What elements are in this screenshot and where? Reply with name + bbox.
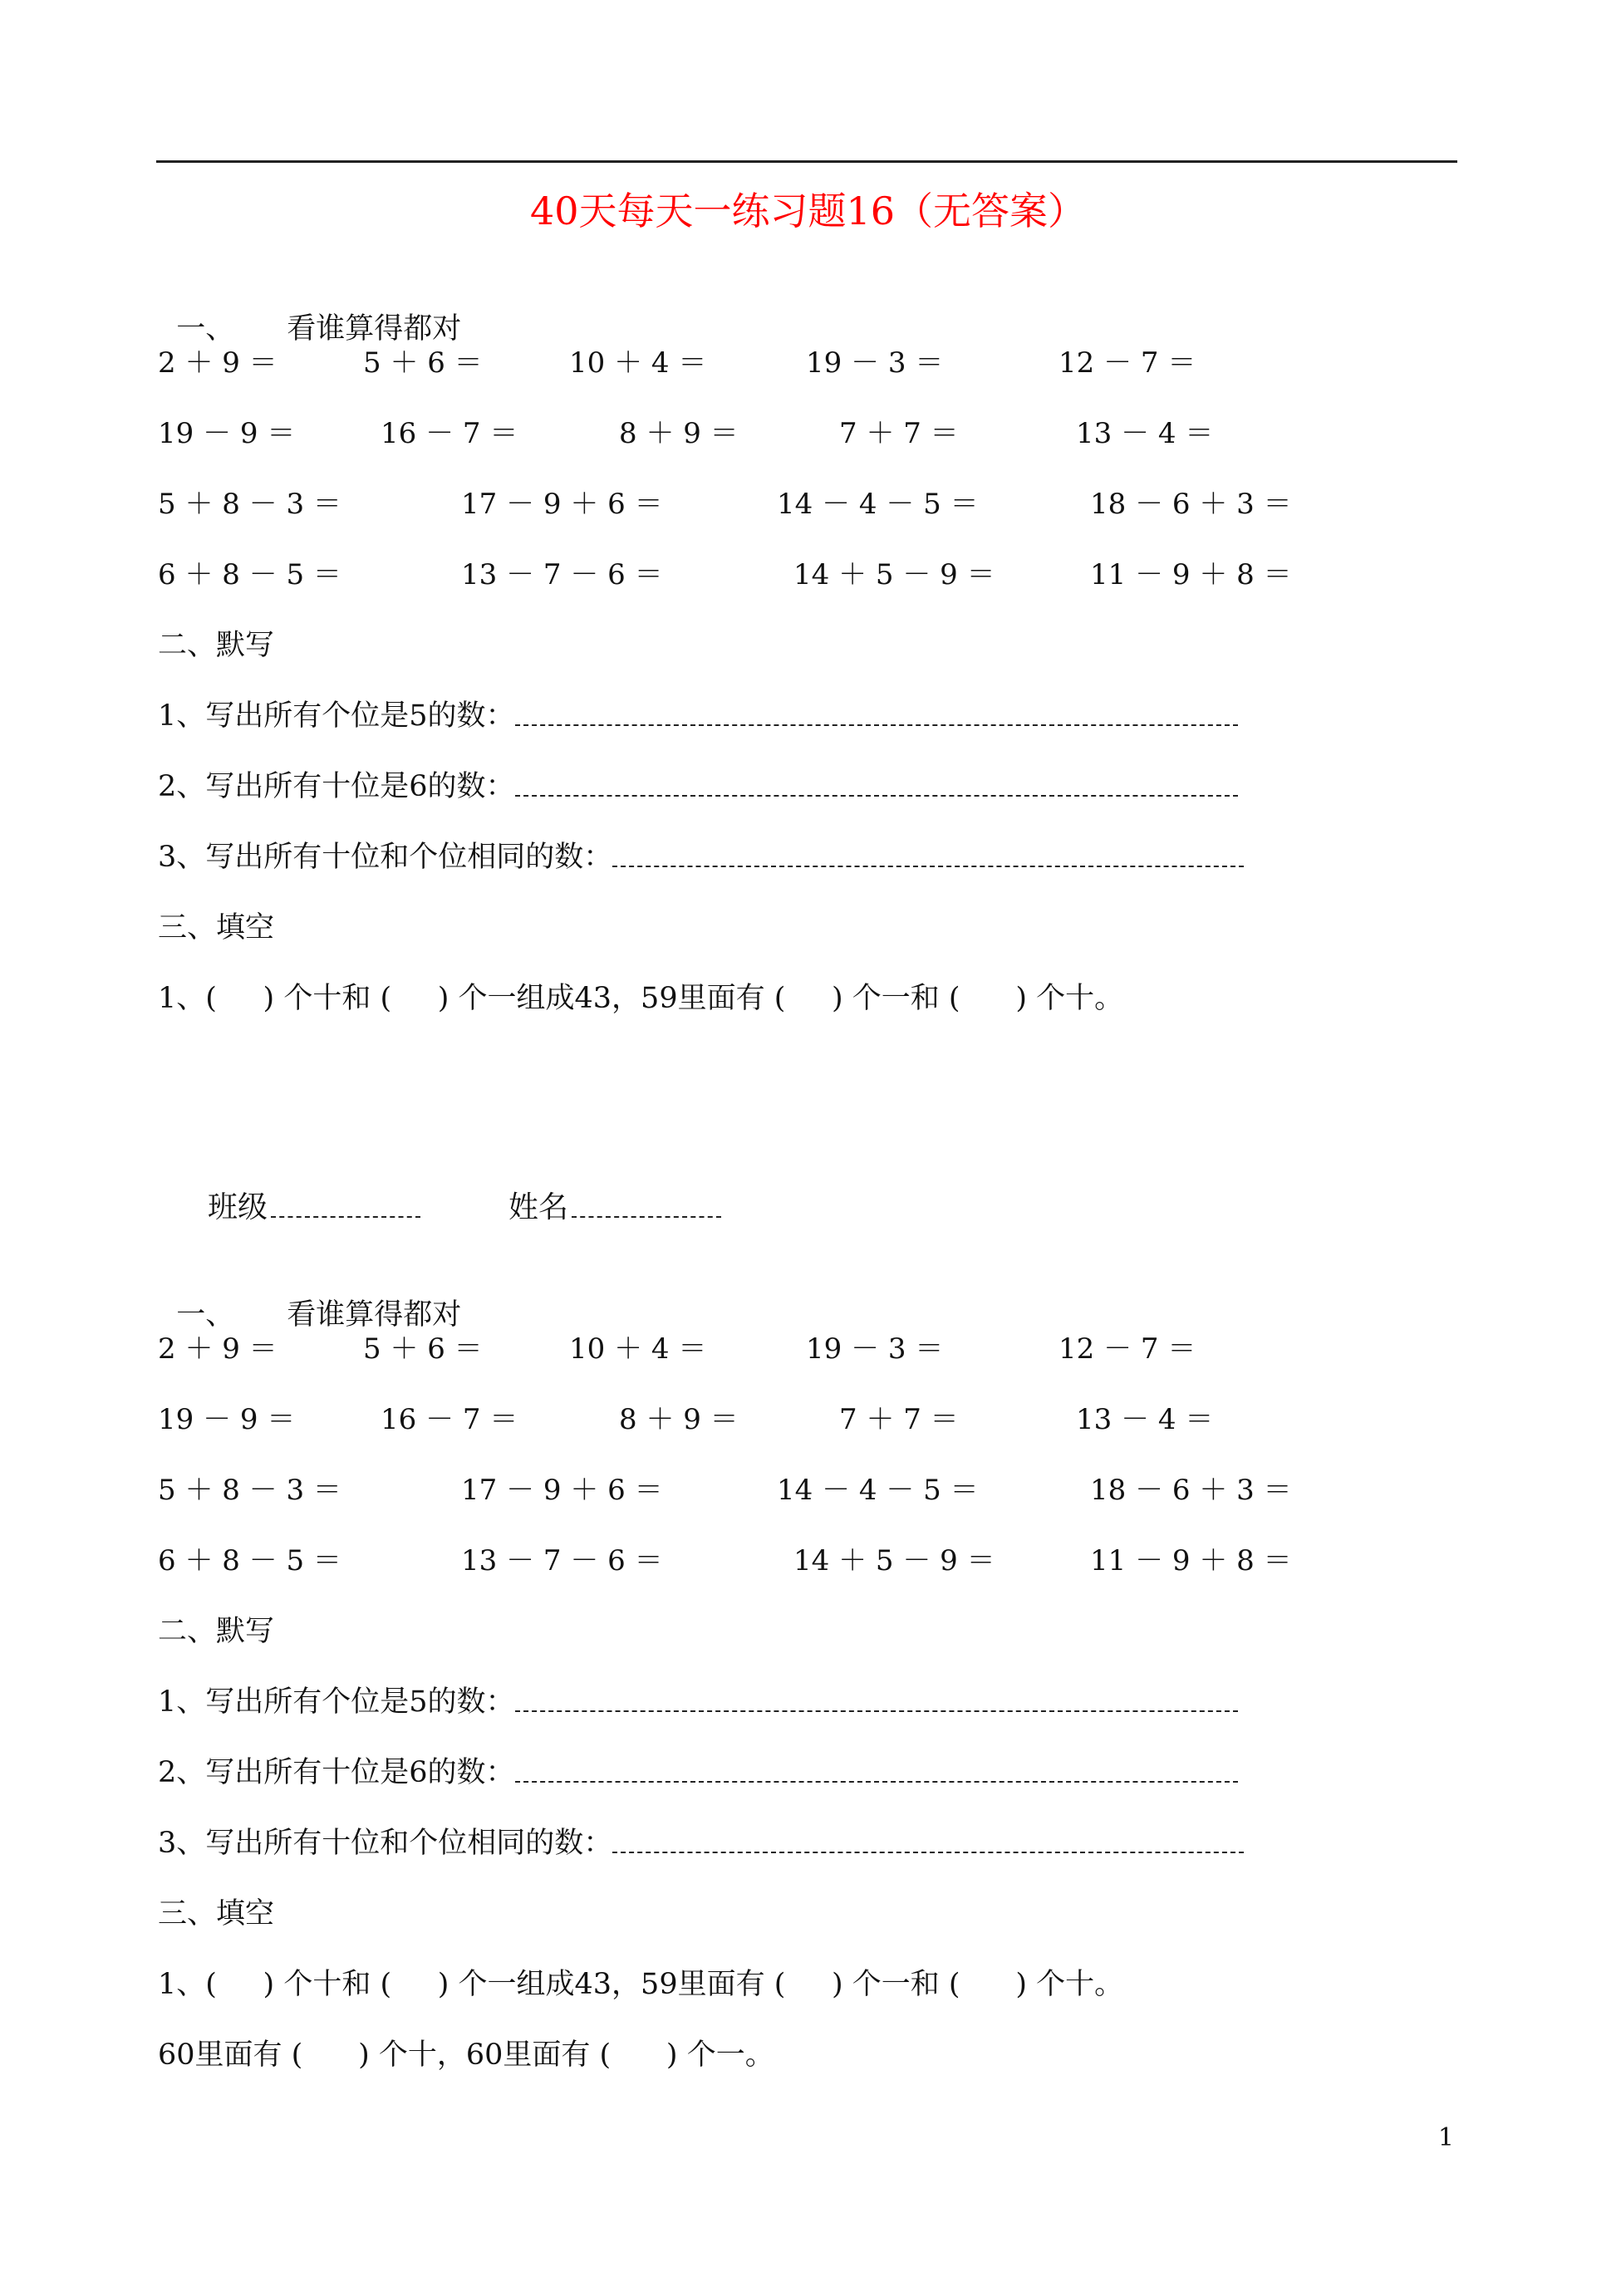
section-1-number: 一、	[176, 1298, 235, 1332]
equation: 5 ＋ 8 － 3 ＝	[158, 1474, 341, 1507]
equation: 6 ＋ 8 － 5 ＝	[158, 1544, 341, 1577]
section-2-heading: 二、默写	[158, 629, 275, 662]
section-1-heading	[158, 274, 461, 347]
answer-blank[interactable]	[515, 795, 1238, 797]
equation: 11 － 9 ＋ 8 ＝	[1090, 558, 1292, 591]
fill-in-question: 1、( ) 个十和 ( ) 个一组成43，59里面有 ( ) 个一和 ( ) 个十。	[158, 1968, 1124, 2001]
equation: 13 － 4 ＝	[1076, 1403, 1214, 1436]
equation: 13 － 7 － 6 ＝	[461, 558, 663, 591]
dictation-item	[158, 1825, 1244, 1862]
answer-blank[interactable]	[515, 724, 1238, 726]
dictation-item	[158, 1684, 1238, 1720]
class-field	[208, 1190, 420, 1226]
section-2-heading: 二、默写	[158, 1615, 275, 1648]
dictation-prompt: 2、写出所有十位是6的数：	[158, 1756, 515, 1789]
answer-blank[interactable]	[515, 1710, 1238, 1712]
equation: 8 ＋ 9 ＝	[619, 417, 739, 450]
equation: 5 ＋ 6 ＝	[363, 1332, 483, 1366]
section-1-label: 看谁算得都对	[287, 312, 462, 346]
equation: 8 ＋ 9 ＝	[619, 1403, 739, 1436]
equation: 19 － 3 ＝	[806, 1332, 944, 1366]
section-3-heading: 三、填空	[158, 911, 275, 944]
equation: 14 ＋ 5 － 9 ＝	[793, 1544, 995, 1577]
equation: 12 － 7 ＝	[1059, 346, 1196, 380]
page-title: 40天每天一练习题16（无答案）	[529, 189, 1087, 233]
section-1-label: 看谁算得都对	[287, 1298, 462, 1332]
fill-in-question: 1、( ) 个十和 ( ) 个一组成43，59里面有 ( ) 个一和 ( ) 个十。	[158, 982, 1124, 1015]
dictation-prompt: 1、写出所有个位是5的数：	[158, 699, 515, 733]
equation: 18 － 6 ＋ 3 ＝	[1090, 1474, 1292, 1507]
equation: 19 － 9 ＝	[158, 1403, 296, 1436]
dictation-prompt: 3、写出所有十位和个位相同的数：	[158, 1827, 613, 1860]
equation: 2 ＋ 9 ＝	[158, 1332, 278, 1366]
equation: 17 － 9 ＋ 6 ＝	[461, 1474, 663, 1507]
equation: 14 ＋ 5 － 9 ＝	[793, 558, 995, 591]
equation: 16 － 7 ＝	[381, 417, 518, 450]
dictation-item	[158, 698, 1238, 734]
section-1-number: 一、	[176, 312, 235, 346]
class-label: 班级	[208, 1190, 268, 1224]
equation: 5 ＋ 8 － 3 ＝	[158, 488, 341, 521]
dictation-item	[158, 768, 1238, 805]
equation: 12 － 7 ＝	[1059, 1332, 1196, 1366]
equation: 13 － 7 － 6 ＝	[461, 1544, 663, 1577]
equation: 19 － 9 ＝	[158, 417, 296, 450]
equation: 11 － 9 ＋ 8 ＝	[1090, 1544, 1292, 1577]
equation: 5 ＋ 6 ＝	[363, 346, 483, 380]
class-blank[interactable]	[271, 1216, 420, 1218]
equation: 14 － 4 － 5 ＝	[777, 488, 979, 521]
equation: 19 － 3 ＝	[806, 346, 944, 380]
equation: 17 － 9 ＋ 6 ＝	[461, 488, 663, 521]
section-3-heading: 三、填空	[158, 1897, 275, 1931]
equation: 7 ＋ 7 ＝	[839, 417, 959, 450]
fill-in-question: 60里面有 ( ) 个十，60里面有 ( ) 个一。	[158, 2038, 774, 2072]
section-1-heading	[158, 1260, 461, 1333]
dictation-prompt: 1、写出所有个位是5的数：	[158, 1685, 515, 1719]
dictation-item	[158, 839, 1244, 876]
equation: 10 ＋ 4 ＝	[569, 1332, 707, 1366]
answer-blank[interactable]	[612, 866, 1244, 867]
answer-blank[interactable]	[515, 1781, 1238, 1783]
equation: 18 － 6 ＋ 3 ＝	[1090, 488, 1292, 521]
equation: 13 － 4 ＝	[1076, 417, 1214, 450]
equation: 2 ＋ 9 ＝	[158, 346, 278, 380]
name-field	[508, 1190, 721, 1226]
dictation-prompt: 3、写出所有十位和个位相同的数：	[158, 841, 613, 874]
header-rule	[156, 160, 1457, 163]
equation: 10 ＋ 4 ＝	[569, 346, 707, 380]
equation: 7 ＋ 7 ＝	[839, 1403, 959, 1436]
equation: 14 － 4 － 5 ＝	[777, 1474, 979, 1507]
dictation-prompt: 2、写出所有十位是6的数：	[158, 770, 515, 803]
name-label: 姓名	[508, 1190, 569, 1224]
equation: 6 ＋ 8 － 5 ＝	[158, 558, 341, 591]
page-number: 1	[1437, 2123, 1454, 2152]
dictation-item	[158, 1754, 1238, 1791]
answer-blank[interactable]	[612, 1852, 1244, 1853]
equation: 16 － 7 ＝	[381, 1403, 518, 1436]
name-blank[interactable]	[572, 1216, 721, 1218]
